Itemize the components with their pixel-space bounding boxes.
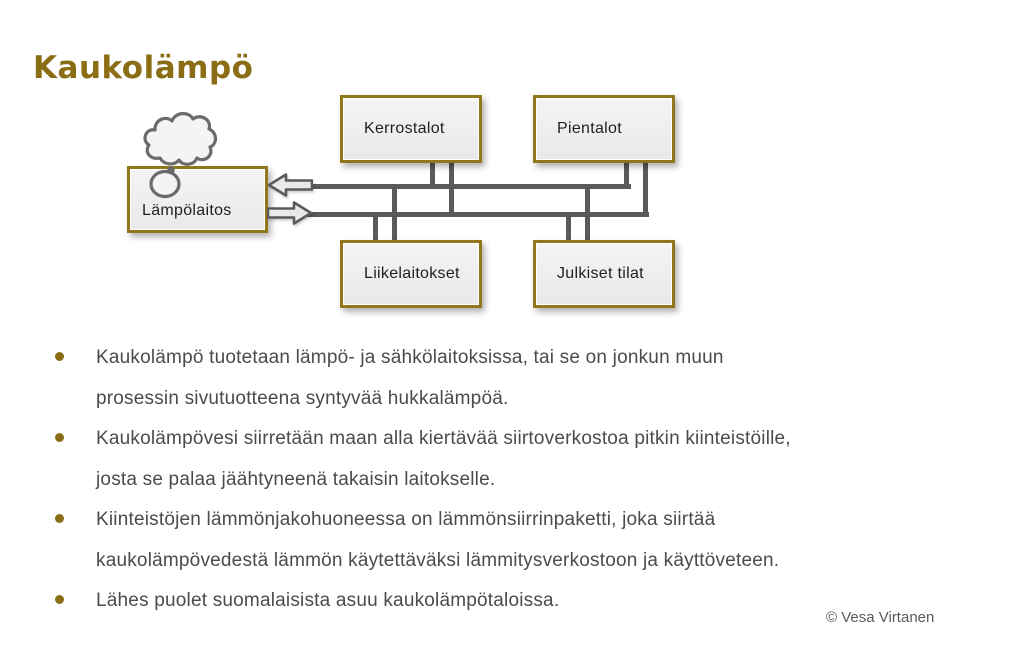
bullet-dot-icon <box>55 595 64 604</box>
bullet-dot-icon <box>55 514 64 523</box>
supply-pipe <box>303 212 649 217</box>
heat-plant-label: Lämpölaitos <box>142 202 232 219</box>
bullet-line: Kaukolämpö tuotetaan lämpö- ja sähkölaitoksissa, tai se on jonkun muun <box>96 347 724 368</box>
bullet-item <box>52 338 972 419</box>
pipe-segment-kerrostalot-supply <box>449 161 454 217</box>
page-title: Kaukolämpö <box>33 50 254 86</box>
bullet-text <box>96 419 791 500</box>
supply-arrow-right-icon <box>267 200 313 226</box>
pipe-segment-liikelaitokset-return <box>392 184 397 242</box>
bullet-line: josta se palaa jäähtyneenä takaisin laitokselle. <box>96 468 496 490</box>
pipe-segment-julkiset-return <box>585 184 590 242</box>
bullet-line: Lähes puolet suomalaisista asuu kaukolämpötaloissa. <box>96 590 560 611</box>
building-box-pientalot <box>533 95 675 163</box>
pipe-segment-pientalot-supply <box>643 161 648 217</box>
building-box-julkiset-tilat <box>533 240 675 308</box>
bullet-list <box>52 338 972 622</box>
return-arrow-left-icon <box>267 172 313 198</box>
smoke-cloud-icon <box>138 108 226 203</box>
bullet-text <box>96 338 724 419</box>
bullet-item <box>52 500 972 581</box>
pipe-segment-kerrostalot-return <box>430 161 435 189</box>
building-box-kerrostalot <box>340 95 482 163</box>
building-label: Liikelaitokset <box>364 265 460 282</box>
bullet-line: Kiinteistöjen lämmönjakohuoneessa on lämmönsiirrinpaketti, joka siirtää <box>96 509 716 530</box>
bullet-line: prosessin sivutuotteena syntyvää hukkalämpöä. <box>96 387 509 409</box>
building-label: Pientalot <box>557 120 622 137</box>
copyright-text: © Vesa Virtanen <box>826 609 935 626</box>
building-box-liikelaitokset <box>340 240 482 308</box>
return-pipe <box>303 184 631 189</box>
pipe-segment-liikelaitokset-supply <box>373 212 378 242</box>
pipe-segment-pientalot-return <box>624 161 629 189</box>
bullet-text <box>96 500 779 581</box>
building-label: Kerrostalot <box>364 120 445 137</box>
bullet-dot-icon <box>55 433 64 442</box>
pipe-segment-julkiset-supply <box>566 212 571 242</box>
bullet-line: kaukolämpövedestä lämmön käytettäväksi lämmitysverkostoon ja käyttöveteen. <box>96 549 780 571</box>
bullet-text <box>96 581 559 622</box>
bullet-item <box>52 419 972 500</box>
bullet-dot-icon <box>55 352 64 361</box>
bullet-line: Kaukolämpövesi siirretään maan alla kiertävää siirtoverkostoa pitkin kiinteistöille, <box>96 428 791 449</box>
building-label: Julkiset tilat <box>557 265 644 282</box>
